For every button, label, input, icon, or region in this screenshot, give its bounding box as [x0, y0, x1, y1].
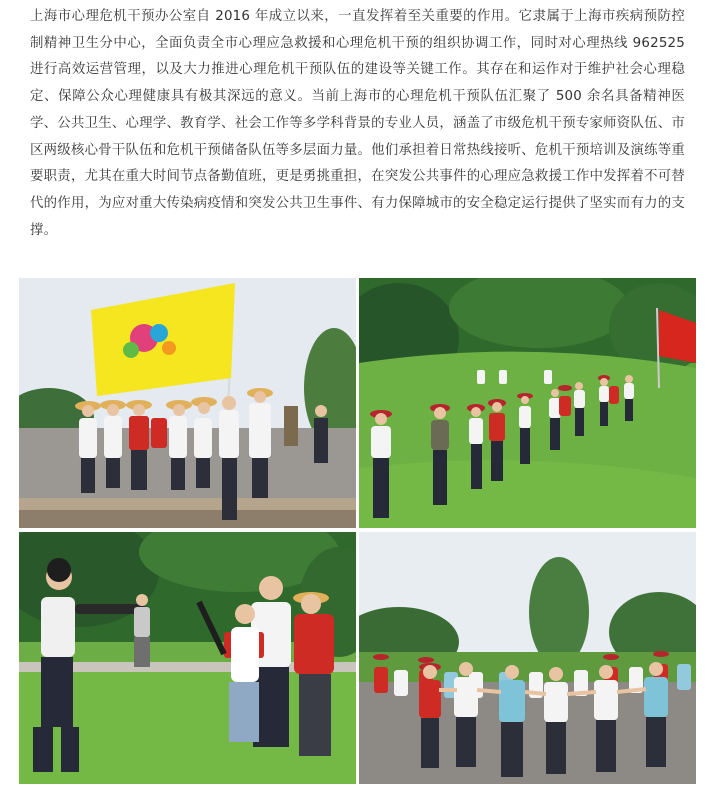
photo-team-with-yellow-flag — [19, 278, 356, 528]
photo-group-walking-on-lawn — [359, 278, 696, 528]
photo-group-circle-activity — [359, 532, 696, 784]
photo-crisis-training-drill — [19, 532, 356, 784]
article-paragraph: 上海市心理危机干预办公室自 2016 年成立以来，一直发挥着至关重要的作用。它隶属于上海市疾病预防控制精神卫生分中心，全面负责全市心理应急救援和心理危机干预的组织协调工作，同时对心理热线 962525 进行高效运营管理，以及大力推进心理危机干预队伍的建设等关键工作。其存在和运作对于维护社会心理稳定、保障公众心理健康具有极其深远的意义。当前上海市的心理危机干预队伍汇聚了 500 余名具备精神医学、公共卫生、心理学、教育学、社会工作等多学科背景的专业人员，涵盖了市级危机干预专家师资队伍、市区两级核心骨干队伍和危机干预储备队伍等多层面力量。他们承担着日常热线接听、危机干预培训及演练等重要职责，尤其在重大时间节点备勤值班，更是勇挑重担，在突发公共事件的心理应急救援工作中发挥着不可替代的作用，为应对重大传染病疫情和突发公共卫生事件、有力保障城市的安全稳定运行提供了坚实而有力的支撑。 — [30, 9, 685, 238]
photo-grid — [19, 278, 696, 784]
